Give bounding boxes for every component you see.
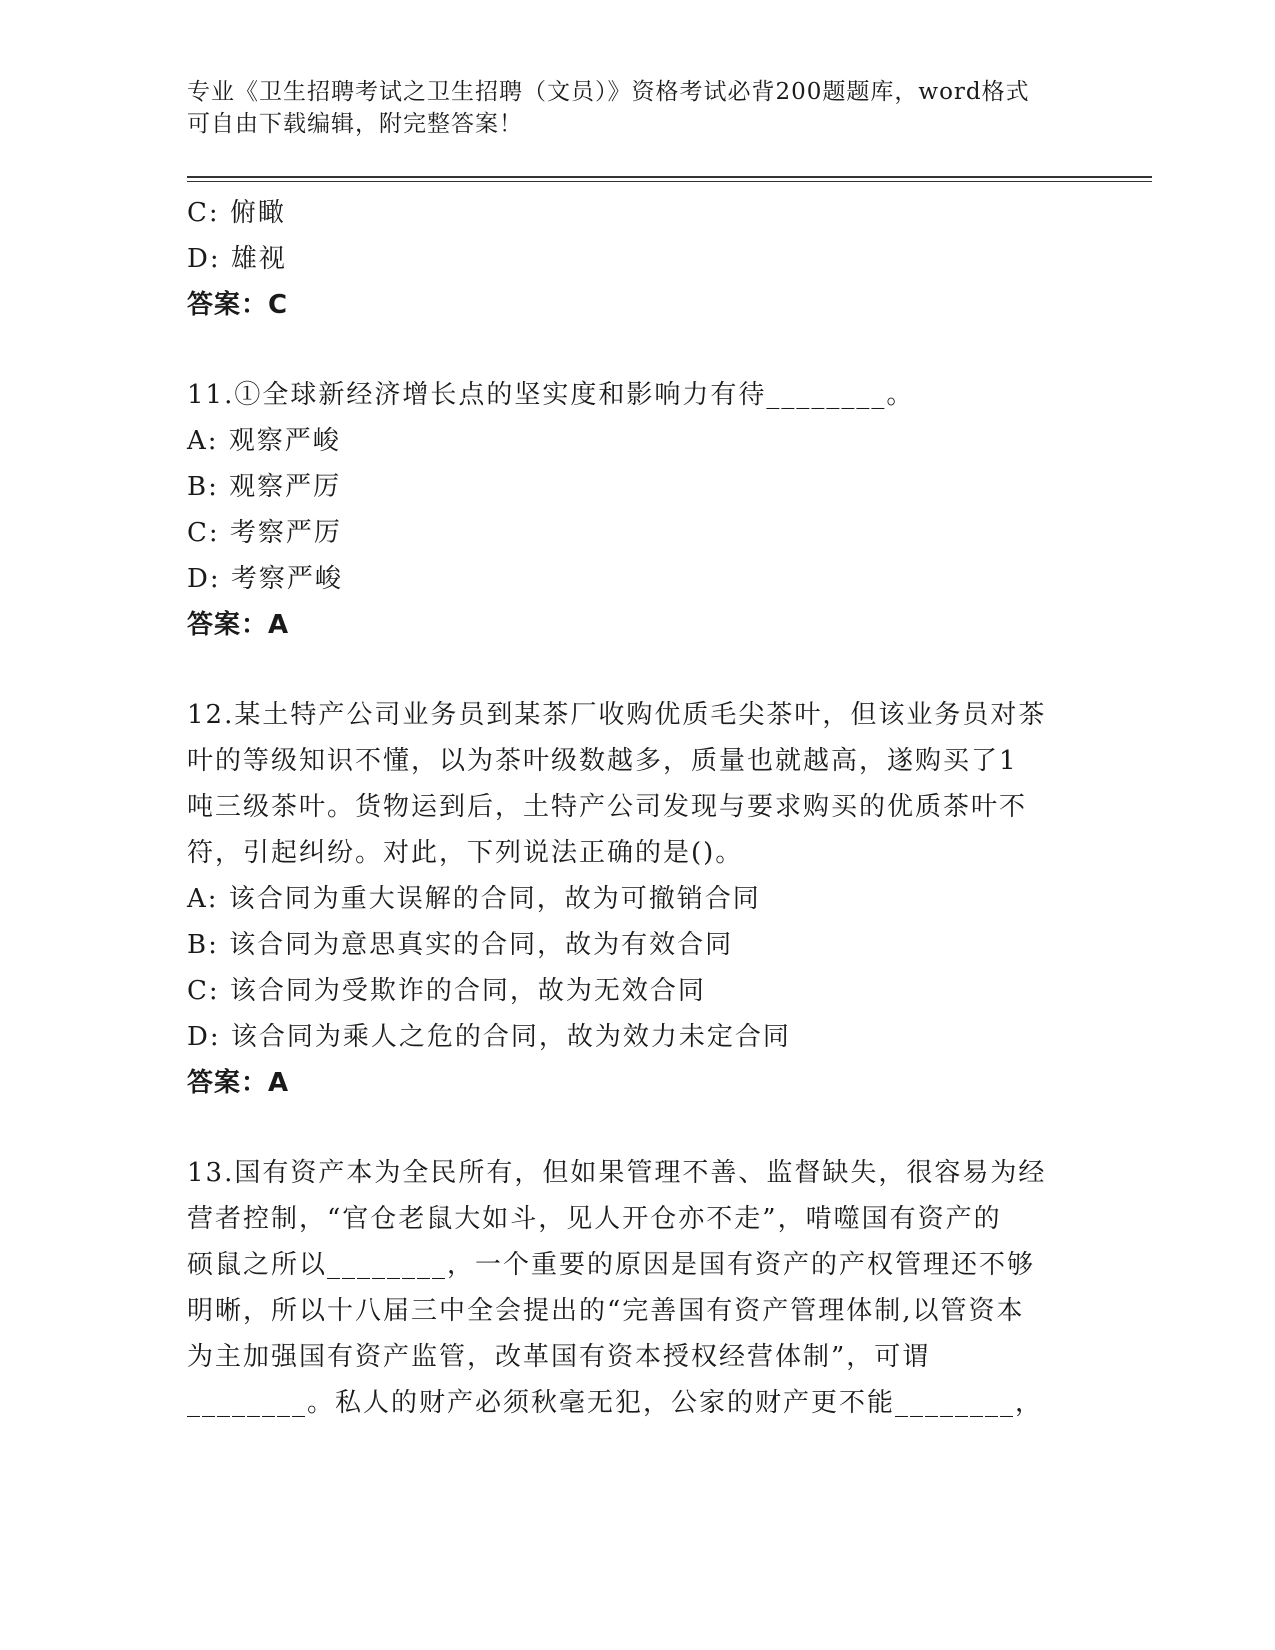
header-divider-thick (187, 176, 1152, 178)
document-header (187, 76, 1087, 140)
question-text (187, 692, 1067, 876)
question-line: 吨三级茶叶。货物运到后，土特产公司发现与要求购买的优质茶叶不 (187, 792, 1028, 822)
spacer (187, 328, 1087, 372)
question-line: ________。私人的财产必须秋毫无犯，公家的财产更不能________， (187, 1388, 1044, 1418)
question-text (187, 1150, 1067, 1426)
option-d: D: 雄视 (187, 244, 287, 274)
question-13 (187, 1150, 1087, 1426)
option-c: C: 考察严厉 (187, 518, 342, 548)
header-title-line-1: 专业《卫生招聘考试之卫生招聘（文员）》资格考试必背200题题库，word格式 (187, 79, 1030, 105)
question-12 (187, 692, 1087, 1106)
question-line: 明晰，所以十八届三中全会提出的“完善国有资产管理体制,以管资本 (187, 1296, 1025, 1326)
option-b: B: 观察严厉 (187, 472, 342, 502)
question-line: 13.国有资产本为全民所有，但如果管理不善、监督缺失，很容易为经 (187, 1158, 1047, 1188)
spacer (187, 1106, 1087, 1150)
option-c: C: 该合同为受欺诈的合同，故为无效合同 (187, 976, 706, 1006)
spacer (187, 648, 1087, 692)
question-line: 11.①全球新经济增长点的坚实度和影响力有待________。 (187, 380, 915, 410)
option-a: A: 观察严峻 (187, 426, 341, 456)
option-d: D: 考察严峻 (187, 564, 343, 594)
document-body (187, 190, 1087, 1426)
option-d: D: 该合同为乘人之危的合同，故为效力未定合同 (187, 1022, 791, 1052)
answer-line: 答案：A (187, 610, 290, 640)
question-line: 为主加强国有资产监管，改革国有资本授权经营体制”，可谓 (187, 1342, 931, 1372)
option-b: B: 该合同为意思真实的合同，故为有效合同 (187, 930, 734, 960)
answer-line: 答案：A (187, 1068, 290, 1098)
option-c: C: 俯瞰 (187, 198, 286, 228)
answer-line: 答案：C (187, 290, 289, 320)
question-line: 硕鼠之所以________，一个重要的原因是国有资产的产权管理还不够 (187, 1250, 1036, 1280)
question-line: 12.某土特产公司业务员到某茶厂收购优质毛尖茶叶，但该业务员对茶 (187, 700, 1047, 730)
question-line: 叶的等级知识不懂，以为茶叶级数越多，质量也就越高，遂购买了1 (187, 746, 1018, 776)
question-line: 符，引起纠纷。对此，下列说法正确的是()。 (187, 838, 744, 868)
header-title-line-2: 可自由下载编辑，附完整答案！ (187, 111, 523, 137)
option-a: A: 该合同为重大误解的合同，故为可撤销合同 (187, 884, 761, 914)
question-10-tail (187, 190, 1087, 328)
header-divider-thin (187, 181, 1152, 182)
question-11 (187, 372, 1087, 648)
question-text (187, 372, 1067, 418)
question-line: 营者控制，“官仓老鼠大如斗，见人开仓亦不走”，啃噬国有资产的 (187, 1204, 1002, 1234)
